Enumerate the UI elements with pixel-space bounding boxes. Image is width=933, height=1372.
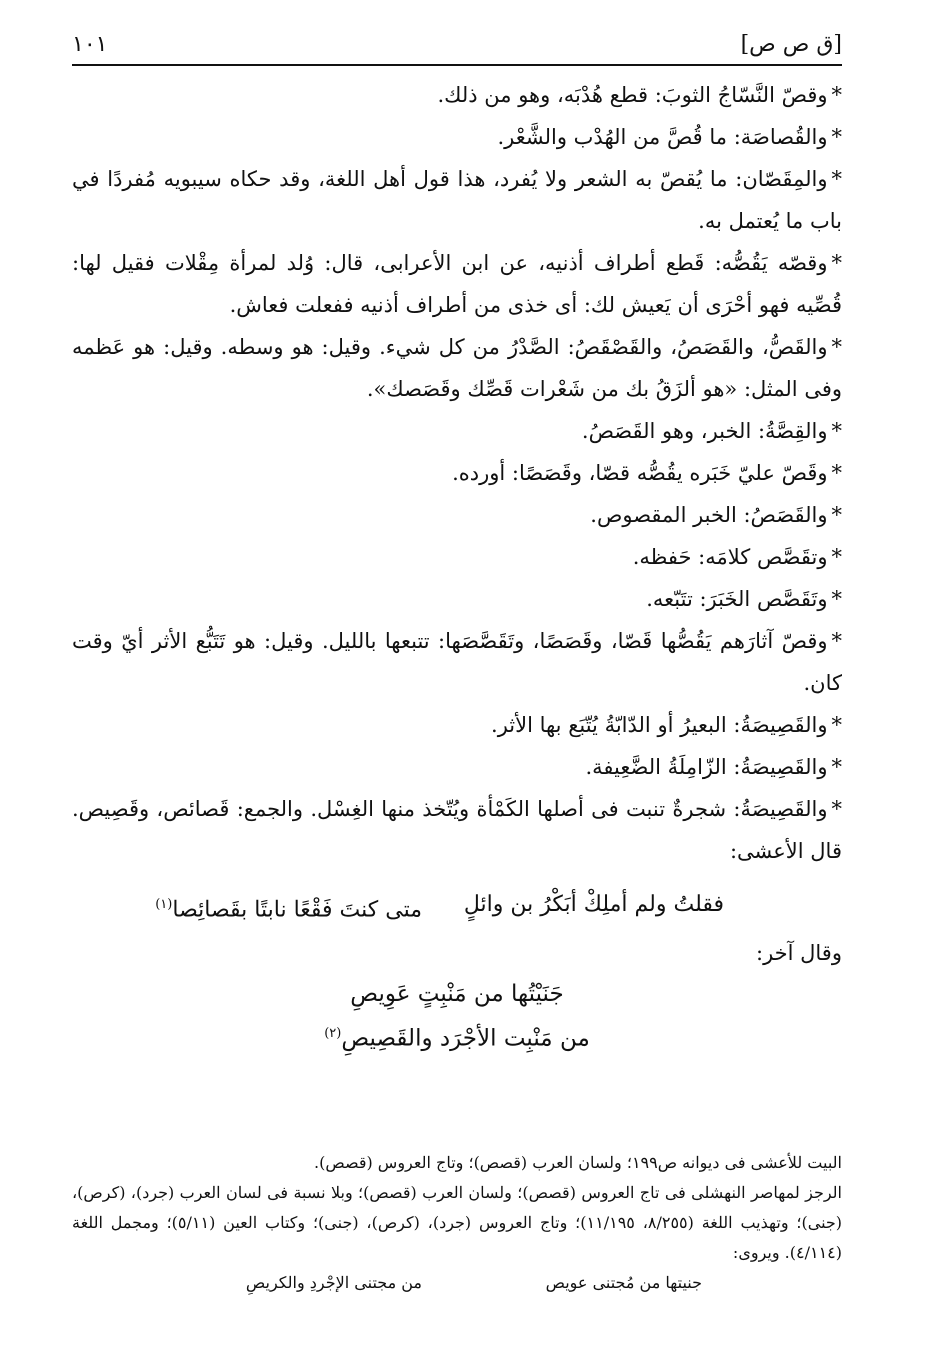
entry (72, 158, 842, 242)
body-text (72, 74, 842, 1059)
entry-text: والقَصِيصَةُ: الزّامِلَةُ الضَّعِيفة. (585, 755, 828, 779)
entry (72, 536, 842, 578)
rajaz-line-2-text: من مَنْبِت الأجْرَد والقَصِيصِ (341, 1025, 590, 1052)
entry-marker: * (831, 461, 842, 485)
footnote-ref-1: (١) (155, 897, 173, 912)
root-heading: [ق ص ص] (740, 32, 842, 57)
entry (72, 620, 842, 704)
verse-left-text: متى كنتَ فَقْعًا نابتًا بقَصائِصا (172, 897, 422, 923)
entry-marker: * (831, 167, 842, 191)
entry (72, 242, 842, 326)
footnote-1: البيت للأعشى فى ديوانه ص١٩٩؛ ولسان العرب (قصص)؛ وتاج العروس (قصص). (314, 1153, 842, 1172)
footnotes (72, 1148, 842, 1300)
entry-text: والقَصِيصَةُ: شجرةٌ تنبت فى أصلها الكَمْأة ويُتّخذ منها الغِسْل. والجمع: قَصائص، وقَصِيص. قال الأعشى: (72, 797, 842, 863)
footnote-verse-right: جنيتها من مُجتنى عويص (545, 1273, 702, 1292)
entry-text: وتقَصَّص كلامَه: حَفظه. (632, 545, 828, 569)
quote-intro: وقال آخر: (756, 941, 842, 965)
entry-marker: * (831, 83, 842, 107)
entry-marker: * (831, 251, 842, 275)
entry (72, 746, 842, 788)
page-number: ١٠١ (72, 32, 108, 57)
page-header (72, 28, 842, 66)
entry (72, 578, 842, 620)
entry (72, 410, 842, 452)
entry-text: وقصّ آثارَهم يَقُصُّها قَصّا، وقَصَصًا، وتَقَصَّصَها: تتبعها بالليل. وقيل: هو تَتَبُّع الأثر أيّ وقت كان. (72, 629, 842, 695)
entry-text: والمِقَصّان: ما يُقصّ به الشعر ولا يُفرد، هذا قول أهل اللغة، وقد حكاه سيبويه مُفردًا في باب ما يُعتمل به. (72, 167, 842, 233)
entry-text: وقَصّ عليّ خَبَره يقُصُّه قصّا، وقَصَصًا: أورده. (452, 461, 828, 485)
footnote-verse-left: من مجتنى الإجْردِ والكريصِ (245, 1273, 422, 1292)
footnote-2: الرجز لمهاصر النهشلى فى تاج العروس (قصص)؛ ولسان العرب (قصص)؛ وبلا نسبة فى لسان العرب (جرد)، (كرص)، (جنى)؛ وتهذيب اللغة (٨/٢٥٥، ١١/١٩٥)؛ وتاج العروس (جرد)، (كرص)، (جنى)؛ وكتاب العين (٥/١١)؛ ومجمل اللغة (٤/١١٤). ويروى: (72, 1183, 843, 1262)
entry-marker: * (831, 503, 842, 527)
footnote-verse (72, 1268, 842, 1300)
entry-text: والقُصاصَة: ما قُصَّ من الهُدْب والشَّعْر. (497, 125, 828, 149)
rajaz-line-1: جَنَيْتُها من مَنْبِتٍ عَوِيصِ (350, 981, 564, 1007)
entry-marker: * (831, 797, 842, 821)
entry-marker: * (831, 629, 842, 653)
rajaz-line-2 (72, 1014, 842, 1059)
verse-right-text: فقلتُ ولم أملِكْ أبَكْرُ بن وائلٍ (463, 892, 724, 917)
entry-text: والقَصِيصَةُ: البعيرُ أو الدّابّةُ يُتّبَع بها الأثر. (491, 713, 828, 737)
entry (72, 704, 842, 746)
footnote-ref-2: (٢) (324, 1026, 342, 1041)
verse-alasha (72, 876, 842, 932)
entry-text: وقصّ النَّسّاجُ الثوبَ: قطع هُدْبَه، وهو من ذلك. (437, 83, 828, 107)
entry-marker: * (831, 125, 842, 149)
entry (72, 116, 842, 158)
entry (72, 788, 842, 872)
entry-text: والقَصَصُ: الخبر المقصوص. (590, 503, 828, 527)
entry (72, 74, 842, 116)
verse-hemistich-right (464, 884, 724, 926)
entry (72, 326, 842, 410)
entry-marker: * (831, 587, 842, 611)
entry-marker: * (831, 419, 842, 443)
entry (72, 494, 842, 536)
entry-text: وقصّه يَقُصُّه: قَطع أطراف أذنيه، عن ابن الأعرابى، قال: وُلد لمرأة مِقْلات فقيل لها: قُصِّيه فهو أحْرَى أن يَعيش لك: أى خذى من أطراف أذنيه ففعلت فعاش. (72, 251, 842, 317)
entry-text: وتَقَصَّص الخَبَرَ: تتَبّعه. (646, 587, 828, 611)
entry-marker: * (831, 713, 842, 737)
entry-marker: * (831, 545, 842, 569)
entry (72, 452, 842, 494)
entry-text: والقَصُّ، والقَصَصُ، والقَصْقَصُ: الصَّدْرُ من كل شيء. وقيل: هو وسطه. وقيل: هو عَظمه وفى المثل: «هو ألزَقُ بك من شَعْرات قَصِّك وقَصَصك». (72, 335, 842, 401)
verse-hemistich-left (155, 884, 422, 931)
entry-marker: * (831, 335, 842, 359)
entry-marker: * (831, 755, 842, 779)
entry-text: والقِصَّةُ: الخبر، وهو القَصَصُ. (581, 419, 828, 443)
